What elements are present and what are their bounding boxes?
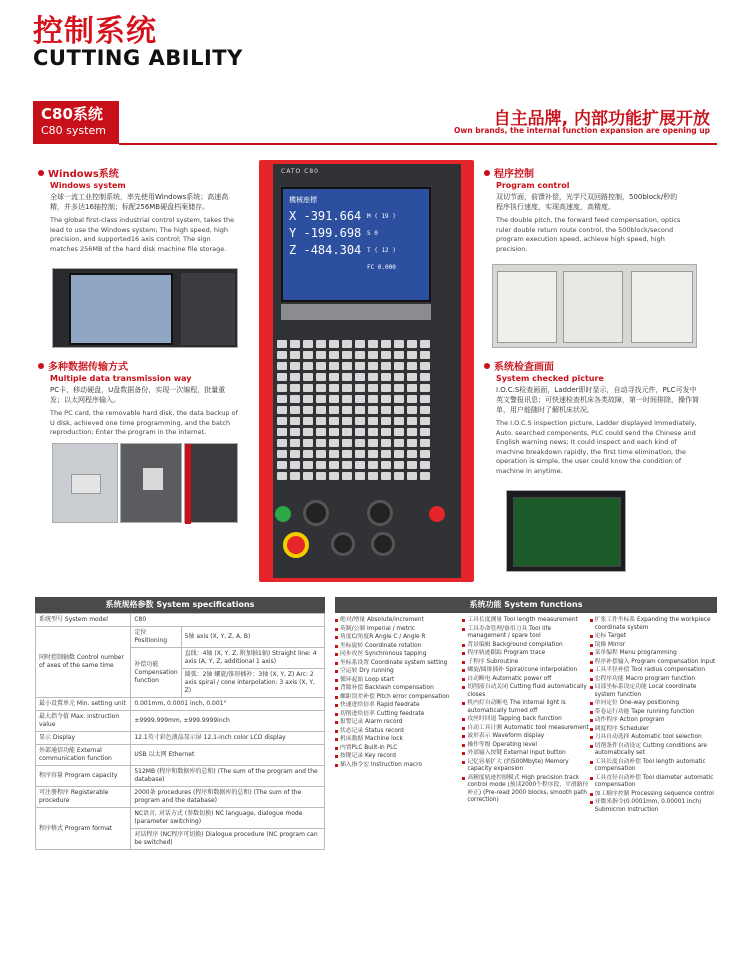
bullet-icon [335,636,338,639]
function-item: 快速进给倍率 Rapid feedrate [335,702,462,710]
bullet-icon [462,669,465,672]
axis-y-readout: Y -199.698 [289,226,362,240]
page-title-cn: 控制系统 [33,14,157,49]
function-item: 刀具自动选择 Automatic tool selection [590,734,717,742]
program-screen-image [492,264,697,348]
port-detail-image [184,443,238,523]
function-item: 带卷运行功能 Tape running function [590,709,717,717]
screen-title: 機械座標 [289,196,317,204]
function-item: 单向定位 One-way positioning [590,700,717,708]
bullet-icon [462,661,465,664]
feature-desc-cn: 双切节面，前馈补偿，光学尺双回路控制，500block/秒的程序执行速度，实现高速度，高精度。 [496,193,678,211]
bullet-icon [335,704,338,707]
function-item: 攻丝时回退 Tapping back function [462,716,589,724]
function-item: 亚微米指令(0.0001mm, 0.00001 inch) Submicron instruction [590,799,717,814]
bullet-icon [590,619,593,622]
function-item: 工具半径补偿 Tool radius compensation [590,667,717,675]
slogan-cn: 自主品牌, 内部功能扩展开放 [493,109,710,129]
function-item: 背景编辑 Background compilation [462,642,589,650]
feature-desc-cn: 全球一流工业控制系统，率先使用Windows系统；高速高精，并多达16轴控制；标配256MB硬盘档案储存。 [50,193,229,211]
function-column-3 [590,617,717,815]
function-item: 机内灯自动断电 The internal light is automatically turned off [462,700,589,715]
keypad[interactable] [277,340,437,480]
function-item: 切削条件自动设定 Cutting conditions are automatically set [590,743,717,758]
bullet-icon [590,745,593,748]
bullet-icon [590,635,593,638]
spindle-override-knob[interactable] [367,500,393,526]
function-item: 切削进给倍率 Cutting feedrate [335,711,462,719]
bullet-icon [335,721,338,724]
cycle-start-button[interactable] [275,506,291,522]
function-item: 背隙补偿 Backlash compensation [335,685,462,693]
function-item: 动作程序 Action program [590,717,717,725]
function-item: 定标 Target [590,633,717,641]
bullet-icon [462,619,465,622]
bullet-icon [590,644,593,647]
function-item: 调度程序 Scheduler [590,726,717,734]
function-item: 波形表示 Waveform display [462,733,589,741]
function-item: 菜单编程 Menu programming [590,650,717,658]
function-item: 宏程序功能 Macro program function [590,676,717,684]
bullet-icon [462,727,465,730]
function-item: 子程序 Subroutine [462,659,589,667]
feature-title-en: Multiple data transmission way [50,374,192,383]
badge-en: C80 system [41,124,106,137]
bullet-icon [462,735,465,738]
function-item: 操作等级 Operating level [462,742,589,750]
spec-table: 系统规格参数 System specifications 系统型号 System model C80 同时控制轴数 Control number of axes of the same time 定位 Positioning 5轴 axis (X, Y, Z, A, B) 补偿功能 Compensation function 直线：4轴 (X, Y, Z, 附加轴1轴) Straight line: 4 axis (A, Y, Z, additional 1 axis) 圆弧：2轴 螺旋/锥形插补：3轴 (X, Y, Z) Arc: 2 axis spiral / cone interpolation: 3 axis (X, Y, Z) 最小设置单元 Min. setting unit 0.001mm, 0.0001 inch, 0.001° 最大指令值 Max. instruction value ±9999.999mm, ±999.9999inch 显示 Display 12.1英寸彩色液晶显示屏 12.1-inch color LCD display 外部通信功能 External communication function USB 以太网 Ethernet 程序容量 Program capacity 512MB (程序和数据库的总和) (The sum of the program and the database) 可注册程序 Registerable procedure 2000条 procedures (程序和数据库的总和) (The sum of the program and the database) 程序格式 Program format NC语言, 对话方式 (参数切换) NC language, dialogue mode (parameter switching) 对话程序 (NC程序可切换) Dialogue procedure (NC program can be switched) [35,597,325,850]
bullet-icon [484,170,490,176]
windows-screen-image [52,268,238,348]
feed-hold-button[interactable] [429,506,445,522]
bullet-icon [484,363,490,369]
function-item: 状态记录 Status record [335,728,462,736]
soft-keys[interactable] [281,304,431,320]
bullet-icon [335,764,338,767]
bullet-icon [335,687,338,690]
function-item: 空运转 Dry running [335,668,462,676]
function-item: 镜像 Mirror [590,642,717,650]
t-code: T ( 12 ) [367,247,396,254]
bullet-icon [590,702,593,705]
bullet-icon [462,678,465,681]
bullet-icon [590,652,593,655]
jog-knob[interactable] [371,532,395,556]
bullet-icon [335,679,338,682]
function-item: 局部坐标系设定功能 Local coordinate system function [590,684,717,699]
bullet-icon [335,738,338,741]
function-item: 工具长度测量 Tool length measurement [462,617,589,625]
bullet-icon [590,736,593,739]
feature-inspection [484,358,699,476]
feature-title-en: System checked picture [496,374,604,383]
function-item: 英制/公制 Imperial / metric [335,626,462,634]
feature-title-en: Windows system [50,181,126,190]
s-code: S 0 [367,230,378,237]
bullet-icon [462,644,465,647]
function-item: 加工顺序控制 Processing sequence control [590,791,717,799]
bullet-icon [38,170,44,176]
divider-line [119,143,717,145]
bullet-icon [590,777,593,780]
bullet-icon [462,652,465,655]
bullet-icon [335,696,338,699]
function-item: 外部输入按键 External input button [462,750,589,758]
fc-code: FC 0.000 [367,264,396,271]
panel-brand: CATO C80 [281,168,319,175]
feature-title-cn: 程序控制 [494,169,534,180]
function-list [335,597,717,815]
function-item: 机床数据 Machine lock [335,736,462,744]
function-item: 绝对/增量 Absolute/increment [335,617,462,625]
bullet-icon [462,752,465,755]
bullet-icon [38,363,44,369]
function-item: 自动工具计测 Automatic tool measurement [462,725,589,733]
feature-program [484,165,684,254]
function-item: 内置PLC Built-in PLC [335,745,462,753]
feature-transmission [38,358,238,438]
bullet-icon [590,711,593,714]
bullet-icon [335,653,338,656]
function-item: 角度C/角度R Angle C / Angle R [335,634,462,642]
bullet-icon [335,713,338,716]
function-item: 切削液自动关闭 Cutting fluid automatically closes [462,684,589,699]
bullet-icon [590,728,593,731]
slogan-en: Own brands, the internal function expansion are opening up [454,126,710,135]
bullet-icon [462,686,465,689]
function-item: 螺距误差补偿 Pitch error compensation [335,694,462,702]
feature-desc-cn: I.O.C.S检查画面，Ladder即时显示，自动寻找元件，PLC可发中英文警报讯息；可快速检查机床各类故障，第一时间排除，操作简单，用户能随时了解机床状况。 [496,386,699,414]
function-item: 工具寿命管理/备用刀具 Tool life management / spare tool [462,626,589,641]
feature-windows [38,165,238,254]
feed-override-knob[interactable] [303,500,329,526]
feature-title-cn: 多种数据传输方式 [48,362,128,373]
function-item: 螺旋/圆锥插补 Spiral/cone interpolation [462,667,589,675]
function-item: 自动断电 Automatic power off [462,676,589,684]
feature-desc-en: The global first-class industrial control system, takes the lead to use the Windows system; The high speed, high precision, and supported16 axis control; The sign matches 256MB of the hard disk machine file storage. [50,216,235,253]
bullet-icon [462,777,465,780]
bullet-icon [462,702,465,705]
pc-card-image [52,443,118,523]
feature-title-en: Program control [496,181,570,190]
bullet-icon [335,645,338,648]
bullet-icon [462,744,465,747]
bullet-icon [335,755,338,758]
emergency-stop-button[interactable] [283,532,309,558]
bullet-icon [462,718,465,721]
m-code: M ( 19 ) [367,213,396,220]
function-column-1 [335,617,462,815]
function-item: 扩张工件坐标系 Expanding the workpiece coordinate system [590,617,717,632]
badge-cn: C80系统 [41,105,103,123]
function-item: 循环起始 Loop start [335,677,462,685]
function-item: 同步攻丝 Synchronous tapping [335,651,462,659]
function-item: 报警记录 Alarm record [335,719,462,727]
feature-desc-en: The PC card, the removable hard disk, the data backup of U disk, achieved one time programming, and the batch reproduction; Enter the program in the internet. [50,409,238,436]
function-item: 工具长度自动补偿 Tool length automatic compensation [590,759,717,774]
function-item: 坐标旋转 Coordinate rotation [335,643,462,651]
function-item: 坐标系设置 Coordinate system setting [335,660,462,668]
function-column-2 [462,617,589,815]
bullet-icon [335,628,338,631]
bullet-icon [590,801,593,804]
bullet-icon [590,669,593,672]
mode-knob[interactable] [331,532,355,556]
feature-desc-en: The double pitch, the forward feed compensation, optics ruler double return route control, the 500block/second program execution speed, achieve high speed, high precision. [496,216,681,253]
feature-title-cn: Windows系统 [48,169,119,180]
inspection-screen-image [506,490,626,572]
spec-title: 系统规格参数 System specifications [35,597,325,613]
function-item: 插入指令宏 Instruction macro [335,762,462,770]
cnc-control-panel [259,160,474,582]
bullet-icon [335,747,338,750]
function-item: 程序补偿输入 Program compensation input [590,659,717,667]
function-title: 系统功能 System functions [335,597,717,613]
system-badge [33,101,119,144]
bullet-icon [590,686,593,689]
feature-desc-cn: PC卡，移动硬盘，U盘数据备份，实现一次编程，批量重发；以太网程序输入。 [50,386,226,404]
function-item: 记忆容量扩大 (约500Mbyte) Memory capacity expansion [462,759,589,774]
cnc-screen [281,187,431,302]
function-item: 按键记录 Key record [335,753,462,761]
usb-port-image [120,443,182,523]
bullet-icon [590,761,593,764]
bullet-icon [590,661,593,664]
page-title-en: CUTTING ABILITY [33,46,243,70]
bullet-icon [335,662,338,665]
bullet-icon [462,761,465,764]
bullet-icon [590,678,593,681]
axis-x-readout: X -391.664 [289,209,362,223]
bullet-icon [335,670,338,673]
bullet-icon [590,719,593,722]
feature-title-cn: 系统检查画面 [494,362,554,373]
bullet-icon [590,793,593,796]
feature-desc-en: The I.O.C.S inspection picture, Ladder displayed immediately, Auto. searched components, PLC could send the Chinese and English warning news; It could inspect and each kind of machine breakdown rapidly, the first time elimination, the operation is simple, the user could know the condition of machine in anytime. [496,419,697,475]
function-item: 工具直径自动补偿 Tool diameter automatic compensation [590,775,717,790]
bullet-icon [335,619,338,622]
bullet-icon [335,730,338,733]
function-item: 程序轨迹跟踪 Program trace [462,650,589,658]
axis-z-readout: Z -484.304 [289,243,362,257]
function-item: 高精度轨迹控制模式 High precision track control mode (预读2000个程序段，平滑路径补正) (Pre-read 2000 blocks, smooth path correction) [462,775,589,805]
bullet-icon [462,628,465,631]
